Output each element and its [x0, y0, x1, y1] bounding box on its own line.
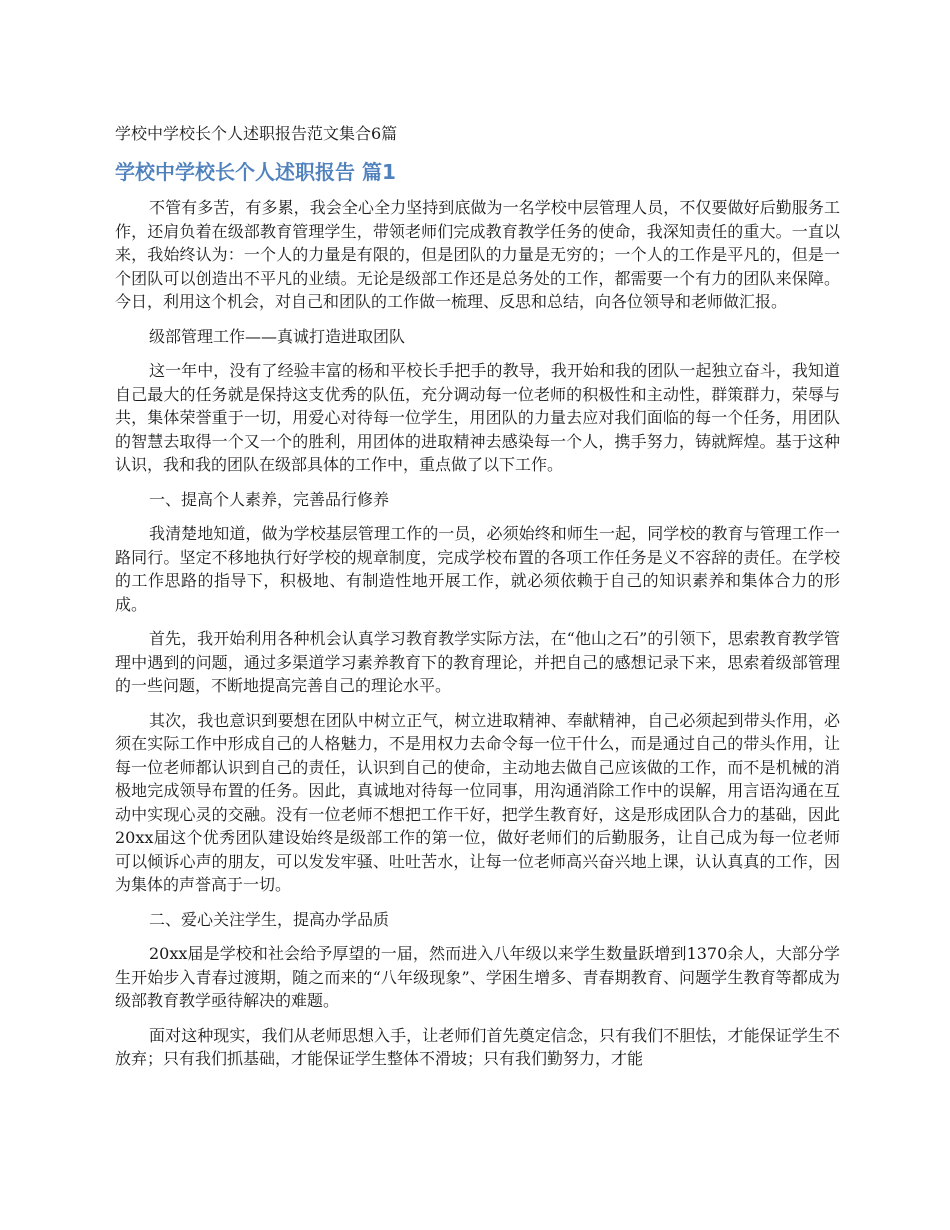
paragraph-first: 首先，我开始利用各种机会认真学习教育教学实际方法，在“他山之石”的引领下，思索教育教学管理中遇到的问题，通过多渠道学习素养教育下的教育理论，并把自己的感想记录下来，思索着级部管理的一些问题，不断地提高完善自己的理论水平。 [115, 629, 840, 695]
paragraph-team-work: 这一年中，没有了经验丰富的杨和平校长手把手的教导，我开始和我的团队一起独立奋斗，我知道自己最大的任务就是保持这支优秀的队伍，充分调动每一位老师的积极性和主动性，群策群力，荣辱与共，集体荣誉重于一切，用爱心对待每一位学生，用团队的力量去应对我们面临的每一个任务，用团队的智慧去取得一个又一个的胜利，用团体的进取精神去感染每一个人，携手努力，铸就辉煌。基于这种认识，我和我的团队在级部具体的工作中，重点做了以下工作。 [115, 361, 840, 474]
paragraph-class-of-20xx: 20xx届是学校和社会给予厚望的一届，然而进入八年级以来学生数量跃增到1370余人，大部分学生开始步入青春过渡期，随之而来的“八年级现象”、学困生增多、青春期教育、问题学生教育等都成为级部教育教学亟待解决的难题。 [115, 944, 840, 1010]
document-body [115, 122, 840, 1082]
subheading-grade-management: 级部管理工作——真诚打造进取团队 [149, 326, 406, 346]
paragraph-second: 其次，我也意识到要想在团队中树立正气，树立进取精神、奉献精神，自己必须起到带头作用，必须在实际工作中形成自己的人格魅力，不是用权力去命令每一位干什么，而是通过自己的带头作用，让每一位老师都认识到自己的责任，认识到自己的使命，主动地去做自己应该做的工作，而不是机械的消极地完成领导布置的任务。因此，真诚地对待每一位同事，用沟通消除工作中的误解，用言语沟通在互动中实现心灵的交融。没有一位老师不想把工作干好，把学生教育好，这是形成团队合力的基础，因此20xx届这个优秀团队建设始终是级部工作的第一位，做好老师们的后勤服务，让自己成为每一位老师可以倾诉心声的朋友，可以发发牢骚、吐吐苦水，让每一位老师高兴奋兴地上课，认认真真的工作，因为集体的声誉高于一切。 [115, 710, 840, 894]
section-heading: 学校中学校长个人述职报告 篇1 [115, 160, 396, 184]
document-title: 学校中学校长个人述职报告范文集合6篇 [115, 124, 398, 143]
paragraph-management-role: 我清楚地知道，做为学校基层管理工作的一员，必须始终和师生一起，同学校的教育与管理工作一路同行。坚定不移地执行好学校的规章制度，完成学校布置的各项工作任务是义不容辞的责任。在学校的工作思路的指导下，积极地、有制造性地开展工作，就必须依赖于自己的知识素养和集体合力的形成。 [115, 524, 840, 614]
subheading-personal-quality: 一、提高个人素养，完善品行修养 [149, 489, 390, 509]
subheading-care-students: 二、爱心关注学生，提高办学品质 [149, 909, 390, 929]
paragraph-facing-reality: 面对这种现实，我们从老师思想入手，让老师们首先奠定信念，只有我们不胆怯，才能保证学生不放弃；只有我们抓基础，才能保证学生整体不滑坡；只有我们勤努力，才能 [115, 1025, 840, 1068]
paragraph-intro: 不管有多苦，有多累，我会全心全力坚持到底做为一名学校中层管理人员，不仅要做好后勤服务工作，还肩负着在级部教育管理学生，带领老师们完成教育教学任务的使命，我深知责任的重大。一直以来，我始终认为：一个人的力量是有限的，但是团队的力量是无穷的；一个人的工作是平凡的，但是一个团队可以创造出不平凡的业绩。无论是级部工作还是总务处的工作，都需要一个有力的团队来保障。今日，利用这个机会，对自己和团队的工作做一梳理、反思和总结，向各位领导和老师做汇报。 [115, 198, 840, 311]
